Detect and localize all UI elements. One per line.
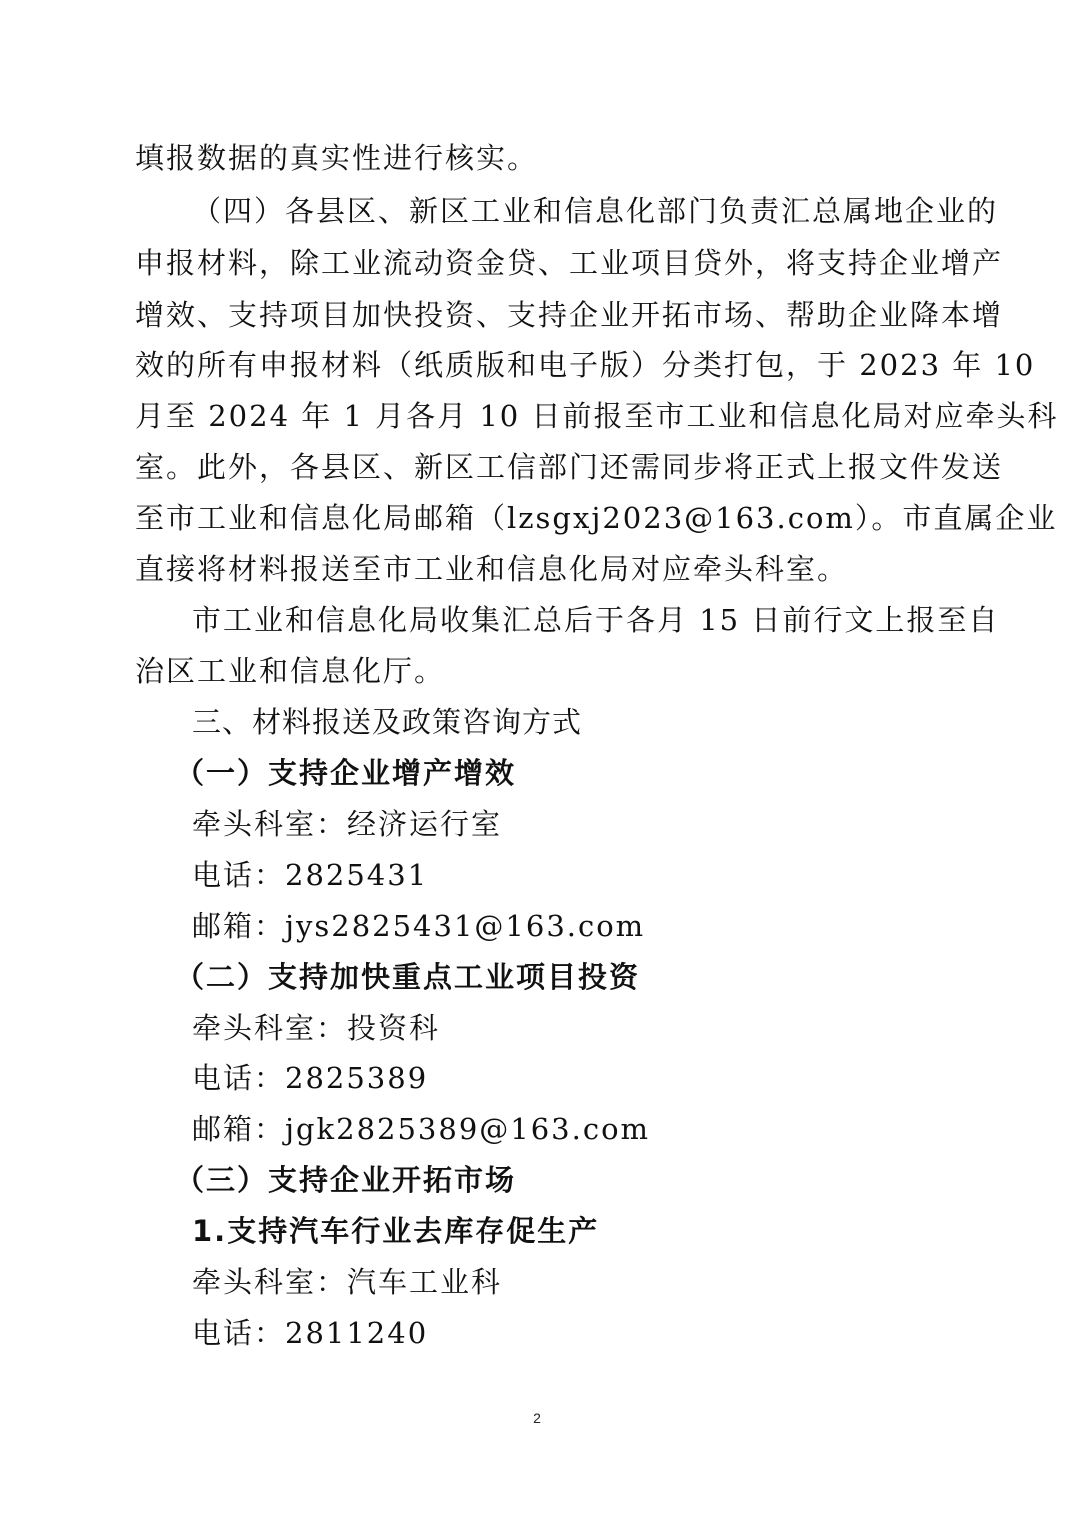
paragraph-line: 室。此外，各县区、新区工信部门还需同步将正式上报文件发送 xyxy=(135,450,1004,484)
dept-label: 牵头科室：汽车工业科 xyxy=(192,1265,503,1299)
paragraph-line: 填报数据的真实性进行核实。 xyxy=(135,141,539,175)
phone-label: 电话：2811240 xyxy=(192,1316,429,1350)
subsection-heading: （一）支持企业增产增效 xyxy=(175,756,517,790)
item-heading: 1.支持汽车行业去库存促生产 xyxy=(192,1214,600,1248)
phone-label: 电话：2825389 xyxy=(192,1061,429,1095)
subsection-heading: （二）支持加快重点工业项目投资 xyxy=(175,960,641,994)
paragraph-line: 申报材料，除工业流动资金贷、工业项目贷外，将支持企业增产 xyxy=(135,246,1004,280)
paragraph-line: 增效、支持项目加快投资、支持企业开拓市场、帮助企业降本增 xyxy=(135,298,1004,332)
dept-label: 牵头科室：投资科 xyxy=(192,1011,441,1045)
section-heading: 三、材料报送及政策咨询方式 xyxy=(192,705,583,739)
paragraph-line: 月至 2024 年 1 月各月 10 日前报至市工业和信息化局对应牵头科 xyxy=(135,399,1059,433)
page-number: 2 xyxy=(533,1410,541,1426)
paragraph-line: 效的所有申报材料（纸质版和电子版）分类打包，于 2023 年 10 xyxy=(135,348,1036,382)
paragraph-line: 至市工业和信息化局邮箱（lzsgxj2023@163.com）。市直属企业 xyxy=(135,501,1058,535)
paragraph-line: 市工业和信息化局收集汇总后于各月 15 日前行文上报至自 xyxy=(192,603,1000,637)
email-label: 邮箱：jys2825431@163.com xyxy=(192,909,646,943)
email-label: 邮箱：jgk2825389@163.com xyxy=(192,1112,651,1146)
phone-label: 电话：2825431 xyxy=(192,858,429,892)
paragraph-line: 治区工业和信息化厅。 xyxy=(135,654,446,688)
paragraph-line: 直接将材料报送至市工业和信息化局对应牵头科室。 xyxy=(135,552,849,586)
subsection-heading: （三）支持企业开拓市场 xyxy=(175,1163,517,1197)
paragraph-line: （四）各县区、新区工业和信息化部门负责汇总属地企业的 xyxy=(192,194,999,228)
dept-label: 牵头科室：经济运行室 xyxy=(192,807,503,841)
